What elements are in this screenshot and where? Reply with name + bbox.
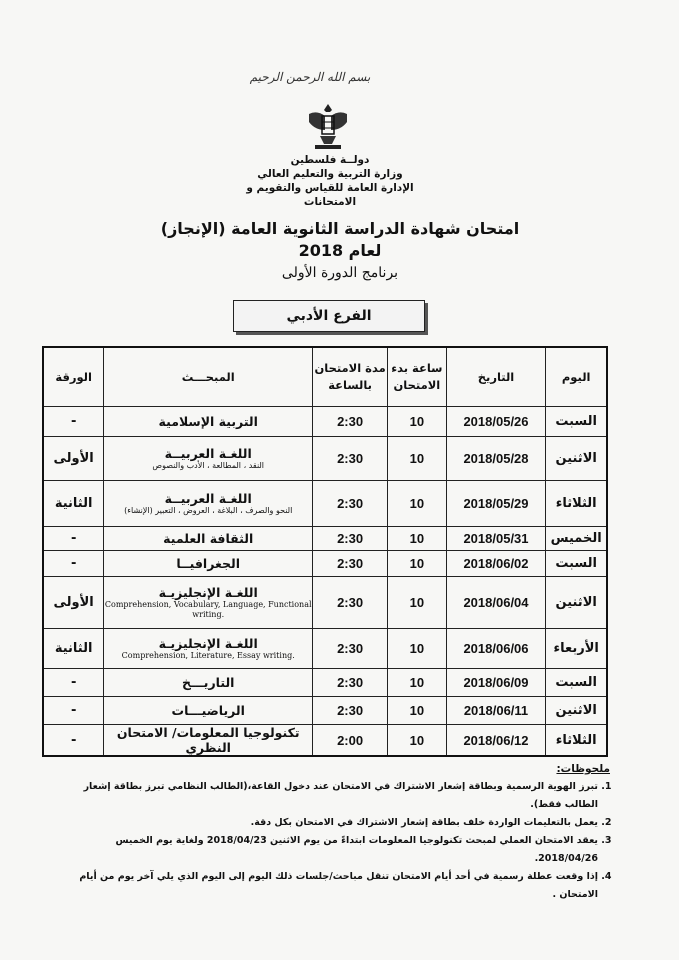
cell-date: 2018/06/09: [446, 669, 546, 697]
cell-hour: 10: [388, 481, 447, 527]
cell-date: 2018/06/11: [446, 697, 546, 725]
table-row: [43, 725, 607, 757]
state-name: دولــة فلسطين: [290, 154, 370, 166]
cell-duration: 2:00: [313, 725, 388, 757]
notes-section: [70, 760, 610, 904]
cell-date: 2018/06/04: [446, 577, 546, 629]
table-row: [43, 697, 607, 725]
table-row: [43, 629, 607, 669]
list-item: 3. يعقد الامتحان العملي لمبحث تكنولوجيا المعلومات ابتداءً من يوم الاثنين 2018/04/23 ولغاية يوم الخميس 2018/04/26.: [70, 832, 598, 868]
cell-subject: [104, 527, 313, 551]
header-date: التاريخ: [446, 347, 546, 407]
document-titles: [150, 218, 530, 284]
program-title: برنامج الدورة الأولى: [281, 265, 399, 281]
branch-label: الفرع الأدبي: [233, 300, 425, 332]
cell-day: الأربعاء: [546, 629, 607, 669]
cell-subject: [104, 577, 313, 629]
cell-day: الاثنين: [546, 437, 607, 481]
subject-name: اللغـة الإنجليزيـة: [158, 585, 258, 600]
cell-paper: الثانية: [43, 629, 104, 669]
subject-note: النحو والصرف ، البلاغة ، العروض ، التعبير (الإنشاء): [124, 506, 293, 515]
list-item: 1. تبرز الهوية الرسمية وبطاقة إشعار الاشتراك في الامتحان عند دخول القاعة،(الطالب النظامي تبرز بطاقة إشعار الطالب فقط).: [70, 778, 598, 814]
cell-subject: [104, 437, 313, 481]
cell-date: 2018/06/06: [446, 629, 546, 669]
header-subject: المبحـــث: [104, 347, 313, 407]
subject-note: Comprehension, Vocabulary, Language, Functional writing.: [104, 600, 312, 619]
cell-paper: الثانية: [43, 481, 104, 527]
cell-day: الثلاثاء: [546, 481, 607, 527]
cell-day: السبت: [546, 669, 607, 697]
basmala-calligraphy: بسم الله الرحمن الرحيم: [249, 70, 371, 84]
cell-hour: 10: [388, 407, 447, 437]
cell-date: 2018/05/26: [446, 407, 546, 437]
cell-duration: 2:30: [313, 407, 388, 437]
directorate-name: الإدارة العامة للقياس والتقويم و الامتحانات: [246, 182, 414, 208]
cell-paper: -: [43, 669, 104, 697]
cell-hour: 10: [388, 577, 447, 629]
subject-note: النقد ، المطالعة ، الأدب والنصوص: [152, 461, 265, 470]
table-row: [43, 577, 607, 629]
exam-title: امتحان شهادة الدراسة الثانوية العامة (الإنجاز): [160, 219, 520, 238]
subject-name: الرياضيـــات: [171, 703, 245, 718]
exam-schedule-table: [42, 346, 608, 757]
header-paper: الورقة: [43, 347, 104, 407]
cell-date: 2018/06/12: [446, 725, 546, 757]
table-row: [43, 481, 607, 527]
cell-duration: 2:30: [313, 437, 388, 481]
cell-subject: [104, 481, 313, 527]
header-duration: مدة الامتحان بالساعة: [313, 347, 388, 407]
cell-hour: 10: [388, 551, 447, 577]
subject-note: Comprehension, Literature, Essay writing.: [121, 651, 295, 660]
subject-name: الثقافة العلمية: [163, 531, 254, 546]
cell-day: السبت: [546, 551, 607, 577]
header-day: اليوم: [546, 347, 607, 407]
palestine-eagle-emblem-icon: [305, 100, 351, 152]
cell-day: الخميس: [546, 527, 607, 551]
table-row: [43, 437, 607, 481]
cell-date: 2018/05/29: [446, 481, 546, 527]
table-header-row: [43, 347, 607, 407]
cell-duration: 2:30: [313, 697, 388, 725]
cell-paper: -: [43, 527, 104, 551]
cell-duration: 2:30: [313, 481, 388, 527]
cell-subject: [104, 629, 313, 669]
cell-subject: [104, 669, 313, 697]
cell-day: الاثنين: [546, 697, 607, 725]
table-row: [43, 527, 607, 551]
subject-name: التربية الإسلامية: [158, 414, 258, 429]
cell-paper: -: [43, 725, 104, 757]
subject-name: تكنولوجيا المعلومات/ الامتحان النظري: [116, 725, 300, 755]
notes-title: ملحوظات:: [556, 763, 610, 775]
cell-hour: 10: [388, 725, 447, 757]
cell-day: الثلاثاء: [546, 725, 607, 757]
cell-hour: 10: [388, 437, 447, 481]
cell-hour: 10: [388, 527, 447, 551]
table-row: [43, 407, 607, 437]
list-item: 2. يعمل بالتعليمات الواردة خلف بطاقة إشعار الاشتراك في الامتحان بكل دقة.: [70, 814, 598, 832]
cell-duration: 2:30: [313, 669, 388, 697]
cell-duration: 2:30: [313, 577, 388, 629]
cell-duration: 2:30: [313, 629, 388, 669]
cell-duration: 2:30: [313, 527, 388, 551]
table-row: [43, 669, 607, 697]
cell-paper: -: [43, 697, 104, 725]
issuing-authority: [230, 153, 430, 209]
cell-duration: 2:30: [313, 551, 388, 577]
cell-subject: [104, 407, 313, 437]
subject-name: الجغرافيــا: [176, 556, 241, 571]
cell-day: الاثنين: [546, 577, 607, 629]
cell-hour: 10: [388, 669, 447, 697]
cell-date: 2018/06/02: [446, 551, 546, 577]
cell-day: السبت: [546, 407, 607, 437]
ministry-name: وزارة التربية والتعليم العالي: [257, 168, 403, 180]
cell-paper: الأولى: [43, 577, 104, 629]
cell-subject: [104, 725, 313, 757]
cell-date: 2018/05/31: [446, 527, 546, 551]
subject-name: اللغـة الإنجليزيـة: [158, 636, 258, 651]
cell-subject: [104, 551, 313, 577]
cell-hour: 10: [388, 697, 447, 725]
table-row: [43, 551, 607, 577]
subject-name: اللغـة العربيــة: [164, 446, 252, 461]
cell-hour: 10: [388, 629, 447, 669]
cell-paper: -: [43, 551, 104, 577]
cell-subject: [104, 697, 313, 725]
cell-date: 2018/05/28: [446, 437, 546, 481]
subject-name: التاريـــخ: [181, 675, 235, 690]
subject-name: اللغـة العربيــة: [164, 491, 252, 506]
cell-paper: الأولى: [43, 437, 104, 481]
cell-paper: -: [43, 407, 104, 437]
exam-year: لعام 2018: [298, 241, 382, 260]
header-start-hour: ساعة بدء الامتحان: [388, 347, 447, 407]
list-item: 4. إذا وقعت عطلة رسمية في أحد أيام الامتحان تنقل مباحث/جلسات ذلك اليوم إلى اليوم الذي يلي آخر يوم من أيام الامتحان .: [70, 868, 598, 904]
notes-list: [70, 778, 610, 904]
